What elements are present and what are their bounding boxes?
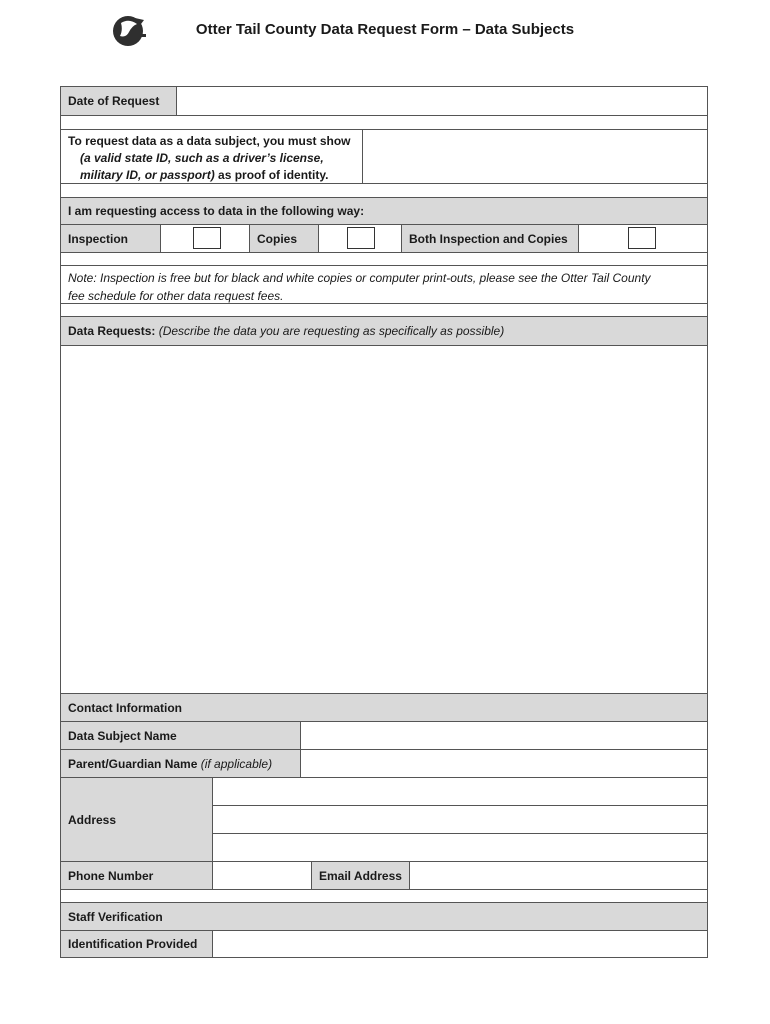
date-label: Date of Request: [68, 94, 160, 108]
option-copies-label: Copies: [257, 231, 298, 246]
spacer: [61, 116, 707, 130]
identification-input[interactable]: [212, 931, 707, 957]
address-label: Address: [68, 812, 117, 827]
spacer: [61, 304, 707, 317]
both-checkbox[interactable]: [628, 227, 656, 249]
phone-input[interactable]: [212, 862, 311, 889]
spacer: [61, 890, 707, 903]
guardian-input[interactable]: [300, 750, 707, 777]
option-inspection-label: Inspection: [68, 231, 129, 246]
address-line-3-input[interactable]: [213, 834, 707, 861]
subject-name-input[interactable]: [300, 722, 707, 749]
phone-label: Phone Number: [68, 868, 154, 883]
copies-checkbox[interactable]: [347, 227, 375, 249]
contact-heading-row: [61, 694, 707, 722]
guardian-row: [61, 750, 707, 778]
subject-name-label: Data Subject Name: [68, 728, 177, 743]
access-heading-row: [61, 198, 707, 225]
identification-row: [61, 931, 707, 957]
proof-row: [61, 130, 707, 184]
address-row: [61, 778, 707, 862]
data-requests-textarea[interactable]: [61, 346, 707, 694]
note-row: [61, 266, 707, 304]
staff-heading-row: [61, 903, 707, 931]
fee-note: Note: Inspection is free but for black and white copies or computer print-outs, please see the Otter Tail County fee schedule for other data request fees.: [68, 271, 651, 303]
staff-heading: Staff Verification: [68, 909, 163, 924]
address-line-1-input[interactable]: [213, 778, 707, 806]
identification-label: Identification Provided: [68, 937, 198, 951]
guardian-label: Parent/Guardian Name (if applicable): [68, 756, 273, 771]
spacer: [61, 184, 707, 198]
phone-email-row: [61, 862, 707, 890]
date-row: [61, 87, 707, 116]
data-requests-heading: Data Requests: (Describe the data you are requesting as specifically as possible): [68, 324, 505, 338]
data-request-form: [60, 86, 708, 958]
proof-text: To request data as a data subject, you must show (a valid state ID, such as a driver’s license, military ID, or passport) as proof of identity.: [68, 134, 351, 182]
access-options-row: [61, 225, 707, 253]
inspection-checkbox[interactable]: [193, 227, 221, 249]
contact-heading: Contact Information: [68, 700, 182, 715]
access-heading: I am requesting access to data in the following way:: [68, 204, 365, 218]
spacer: [61, 253, 707, 266]
page-title: Otter Tail County Data Request Form – Data Subjects: [195, 21, 575, 38]
proof-input[interactable]: [362, 130, 707, 183]
data-requests-heading-row: [61, 317, 707, 346]
email-label: Email Address: [319, 868, 402, 883]
subject-name-row: [61, 722, 707, 750]
address-line-2-input[interactable]: [213, 806, 707, 834]
email-input[interactable]: [409, 862, 707, 889]
date-input[interactable]: [176, 87, 707, 115]
option-both-label: Both Inspection and Copies: [409, 231, 568, 246]
